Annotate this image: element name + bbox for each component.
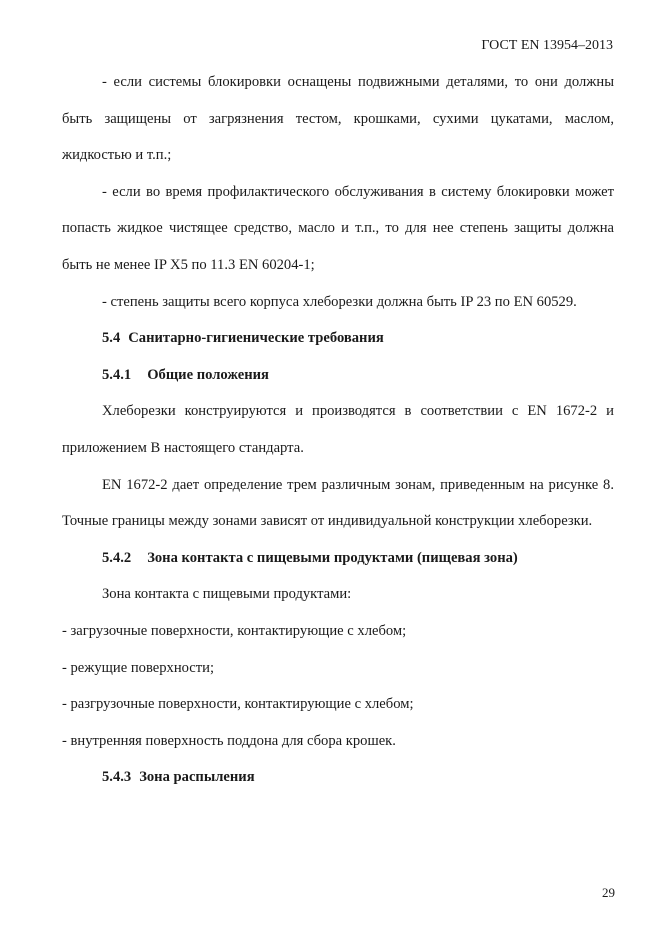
section-heading-5-4 — [62, 320, 614, 357]
section-heading-5-4-1 — [62, 357, 614, 394]
paragraph-interlock-moving-parts: - если системы блокировки оснащены подвижными деталями, то они должны быть защищены от загрязнения тестом, крошками, сухими цукатами, маслом, жидкостью и т.п.; — [62, 74, 614, 164]
page-body — [62, 64, 614, 796]
section-number: 5.4.1 — [102, 366, 132, 383]
section-title: Санитарно-гигиенические требования — [128, 330, 384, 347]
section-heading-5-4-3 — [62, 759, 614, 796]
list-item: - загрузочные поверхности, контактирующие с хлебом; — [62, 622, 407, 639]
section-number: 5.4 — [102, 330, 121, 347]
list-item: - режущие поверхности; — [62, 659, 215, 676]
section-title: Зона распыления — [139, 769, 255, 786]
list-item: - внутренняя поверхность поддона для сбора крошек. — [62, 732, 396, 749]
document-code-header: ГОСТ EN 13954–2013 — [481, 38, 613, 53]
food-zone-intro: Зона контакта с пищевыми продуктами: — [102, 586, 352, 603]
paragraph-cleaning-protection: - если во время профилактического обслуживания в систему блокировки может попасть жидкое чистящее средство, масло и т.п., то для нее степень защиты должна быть не менее IP X5 по 11.3 EN 60204-1; — [62, 183, 614, 273]
list-item: - разгрузочные поверхности, контактирующие с хлебом; — [62, 696, 414, 713]
section-title: Общие положения — [147, 366, 269, 383]
paragraph-design-standard: Хлеборезки конструируются и производятся в соответствии с EN 1672-2 и приложением В настоящего стандарта. — [62, 403, 614, 456]
section-heading-5-4-2 — [62, 540, 614, 577]
page-number: 29 — [602, 885, 615, 900]
section-number: 5.4.2 — [102, 549, 132, 566]
section-title: Зона контакта с пищевыми продуктами (пищевая зона) — [147, 549, 518, 566]
paragraph-enclosure-protection: - степень защиты всего корпуса хлеборезки должна быть IP 23 по EN 60529. — [102, 293, 577, 310]
paragraph-zones-definition: EN 1672-2 дает определение трем различным зонам, приведенным на рисунке 8. Точные границы между зонами зависят от индивидуальной конструкции хлеборезки. — [62, 476, 614, 530]
section-number: 5.4.3 — [102, 769, 132, 786]
